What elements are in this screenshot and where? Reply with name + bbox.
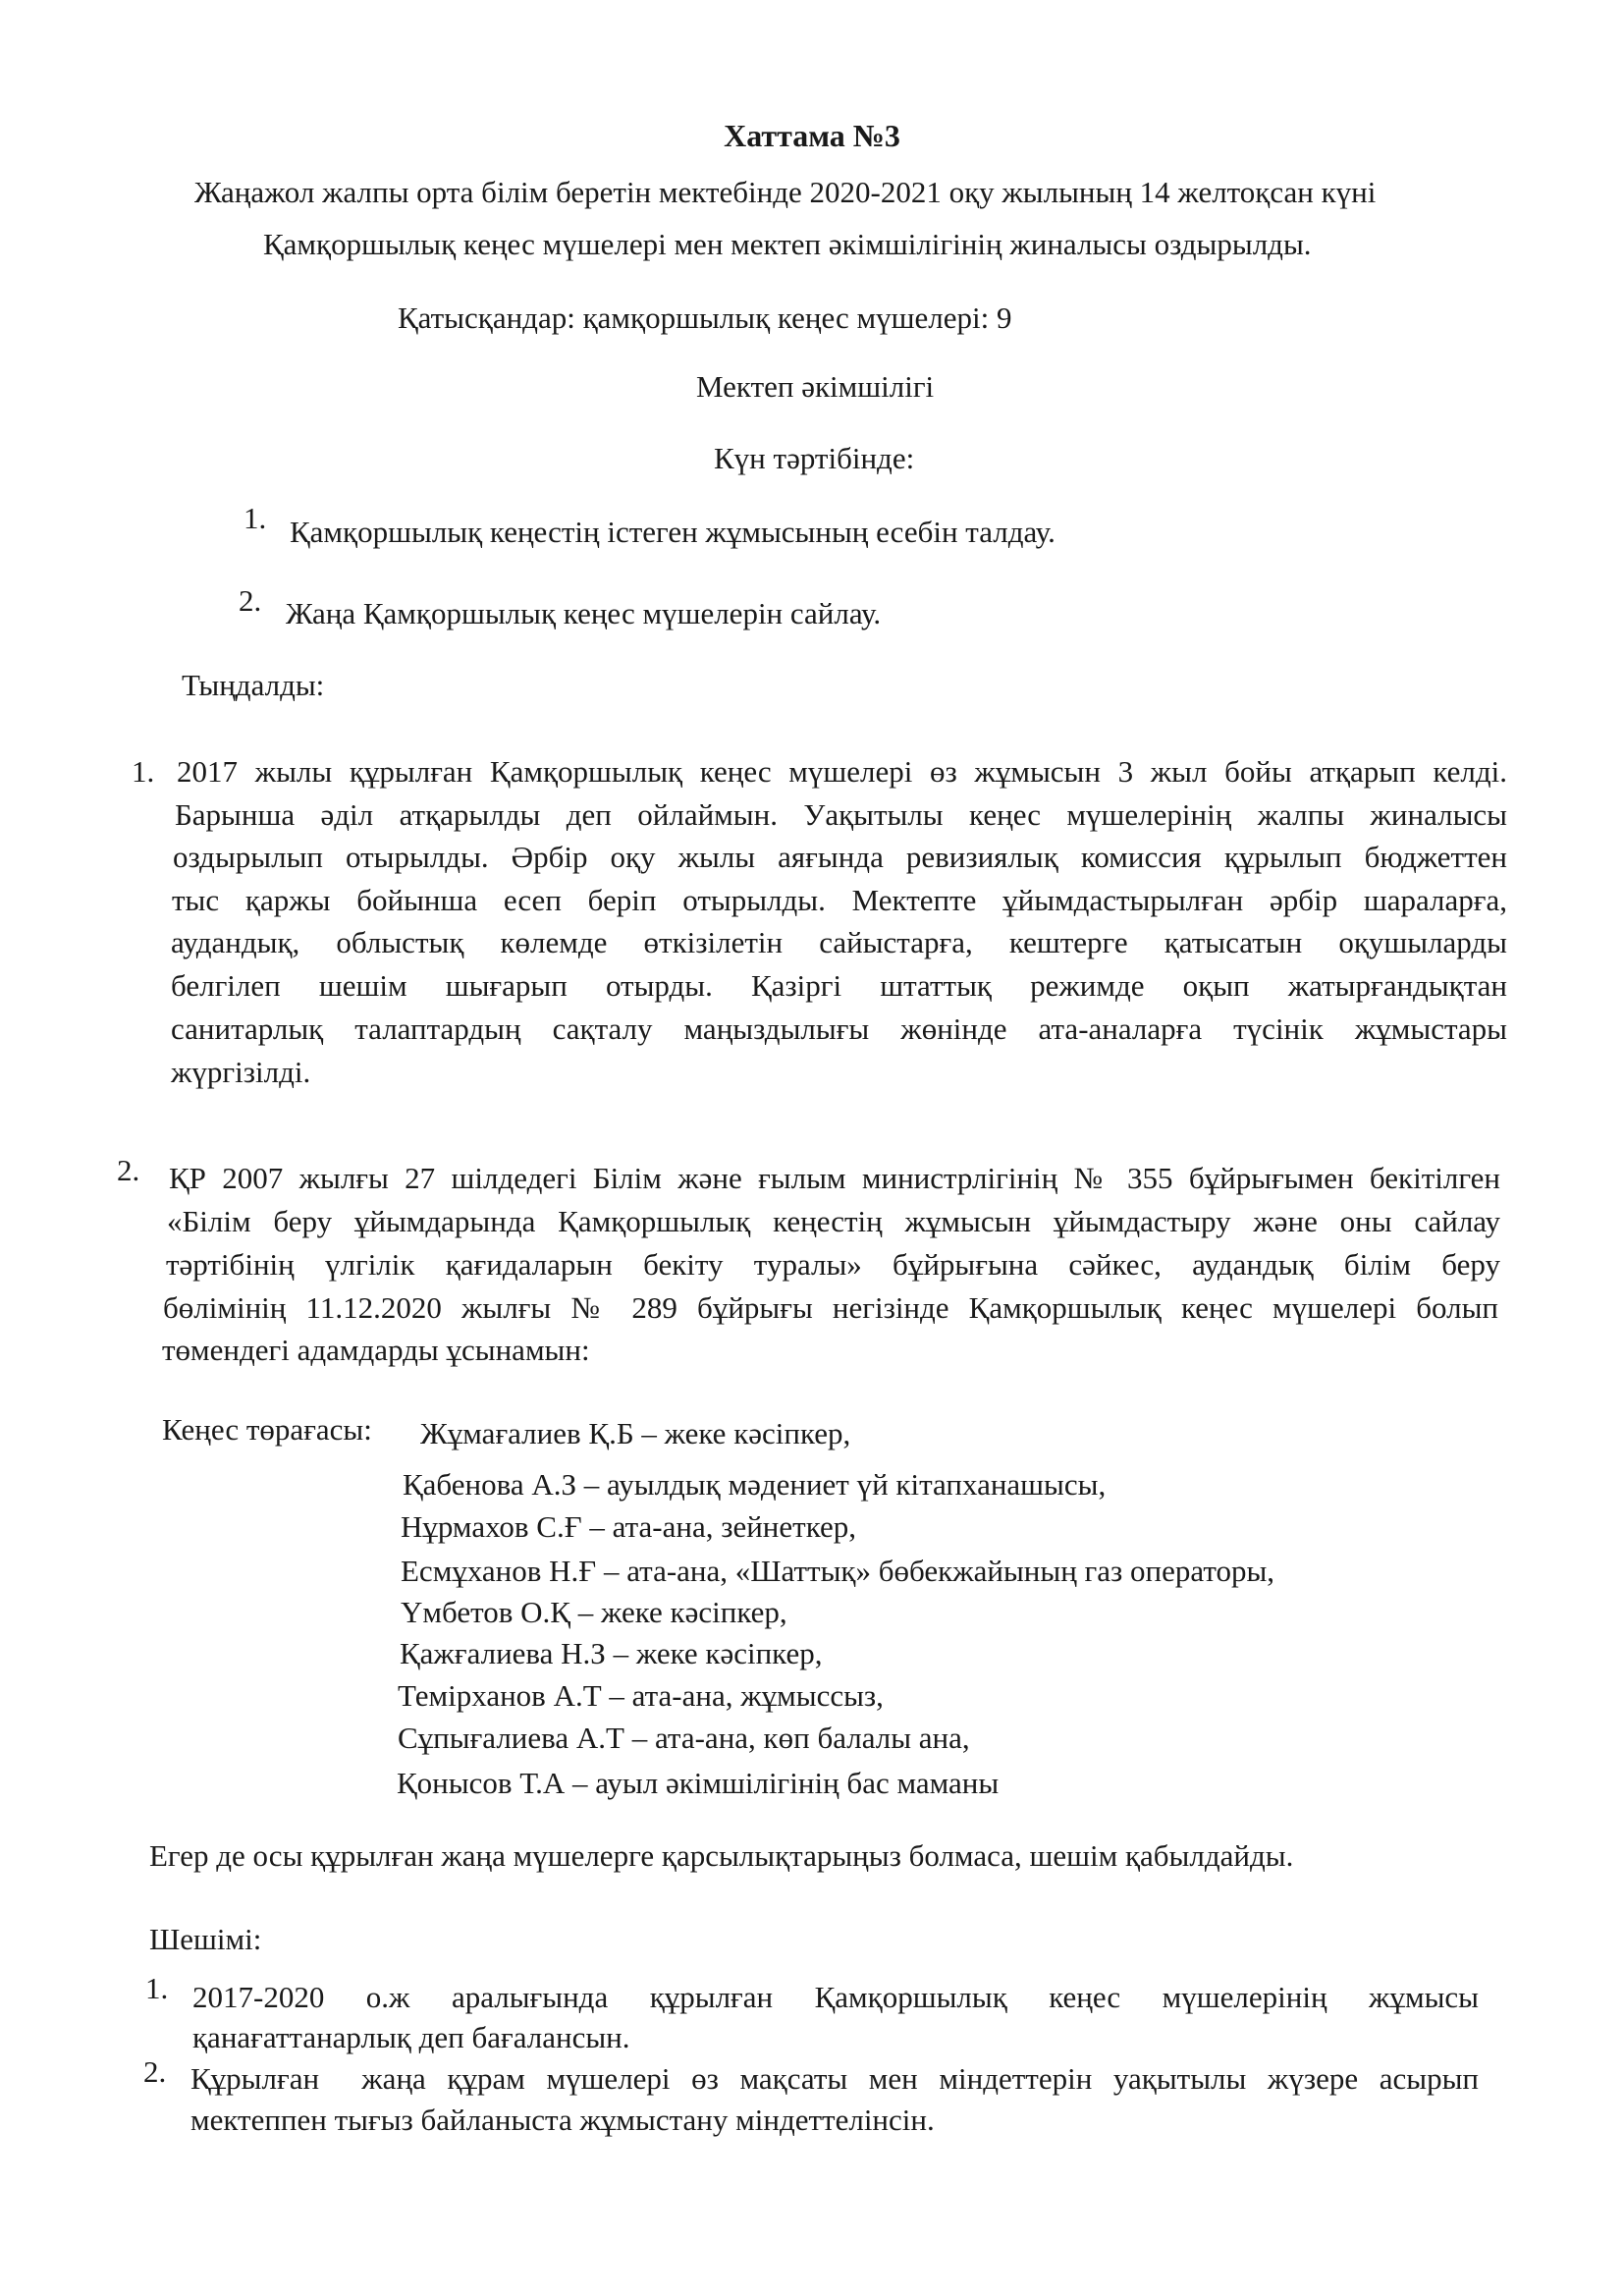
- member-line: Жұмағалиев Қ.Б – жеке кәсіпкер,: [420, 1416, 851, 1450]
- member-line: Қонысов Т.А – ауыл әкімшілігінің бас маманы: [397, 1766, 1000, 1800]
- member-line: Қабенова А.З – ауылдық мәдениет үй кітапханашысы,: [403, 1467, 1107, 1502]
- member-line: Темірханов А.Т – ата-ана, жұмыссыз,: [398, 1678, 884, 1713]
- member-line: Үмбетов О.Қ – жеке кәсіпкер,: [401, 1595, 787, 1629]
- heard-item-line: бөлімінің 11.12.2020 жылғы № 289 бұйрығы негізінде Қамқоршылық кеңес мүшелері болып: [163, 1290, 1498, 1325]
- member-line: Қажғалиева Н.З – жеке кәсіпкер,: [400, 1636, 823, 1670]
- intro-line-1: Жаңажол жалпы орта білім беретін мектебінде 2020-2021 оқу жылының 14 желтоқсан күні: [194, 175, 1377, 209]
- member-line: Сұпығалиева А.Т – ата-ана, көп балалы ана,: [398, 1721, 970, 1755]
- closing-statement: Егер де осы құрылған жаңа мүшелерге қарсылықтарыңыз болмаса, шешім қабылдайды.: [149, 1838, 1294, 1873]
- heard-item-line: аудандық, облыстық көлемде өткізілетін сайыстарға, кештерге қатысатын оқушыларды: [171, 925, 1507, 959]
- decision-item-line: Құрылған жаңа құрам мүшелері өз мақсаты мен міндеттерін уақытылы жүзере асырып: [190, 2061, 1479, 2096]
- member-line: Есмұханов Н.Ғ – ата-ана, «Шаттық» бөбекжайының газ операторы,: [401, 1554, 1275, 1588]
- heard-heading: Тыңдалды:: [182, 668, 325, 702]
- heard-item-line: төмендегі адамдарды ұсынамын:: [162, 1333, 590, 1367]
- decision-item-line: қанағаттанарлық деп бағалансын.: [192, 2020, 630, 2054]
- decision-heading: Шешімі:: [149, 1922, 262, 1956]
- agenda-item-number: 1.: [244, 501, 267, 535]
- attendees-line: Қатысқандар: қамқоршылық кеңес мүшелері: 9: [398, 301, 1012, 335]
- decision-item-line: мектеппен тығыз байланыста жұмыстану міндеттелінсін.: [190, 2103, 935, 2137]
- decision-item-line: 2017-2020 о.ж аралығында құрылған Қамқоршылық кеңес мүшелерінің жұмысы: [192, 1980, 1479, 2014]
- agenda-item-text: Қамқоршылық кеңестің істеген жұмысының есебін талдау.: [290, 515, 1056, 549]
- agenda-item-number: 2.: [239, 583, 262, 618]
- heard-item-line: ҚР 2007 жылғы 27 шілдедегі Білім және ғылым министрлігінің № 355 бұйрығымен бекітілген: [169, 1161, 1500, 1195]
- decision-item-number: 1.: [145, 1971, 169, 2005]
- heard-item-number: 2.: [117, 1153, 140, 1187]
- intro-line-2: Қамқоршылық кеңес мүшелері мен мектеп әкімшілігінің жиналысы оздырылды.: [263, 227, 1312, 261]
- heard-item-line: оздырылып отырылды. Әрбір оқу жылы аяғында ревизиялық комиссия құрылып бюджеттен: [173, 840, 1507, 874]
- heard-item-line: Барынша әділ атқарылды деп ойлаймын. Уақытылы кеңес мүшелерінің жалпы жиналысы: [175, 797, 1507, 832]
- heard-item-line: 2017 жылы құрылған Қамқоршылық кеңес мүшелері өз жұмысын 3 жыл бойы атқарып келді.: [177, 754, 1507, 789]
- agenda-item-text: Жаңа Қамқоршылық кеңес мүшелерін сайлау.: [286, 596, 882, 630]
- heard-item-line: санитарлық талаптардың сақталу маңыздылығы жөнінде ата-аналарға түсінік жұмыстары: [171, 1011, 1507, 1046]
- heard-item-line: тыс қаржы бойынша есеп беріп отырылды. Мектепте ұйымдастырылған әрбір шараларға,: [172, 883, 1507, 917]
- document-title: Хаттама №3: [724, 118, 900, 153]
- decision-item-number: 2.: [143, 2054, 167, 2089]
- administration-line: Мектеп әкімшілігі: [696, 369, 935, 404]
- member-line: Нұрмахов С.Ғ – ата-ана, зейнеткер,: [401, 1509, 857, 1544]
- heard-item-line: «Білім беру ұйымдарында Қамқоршылық кеңестің жұмысын ұйымдастыру және оны сайлау: [167, 1204, 1500, 1238]
- heard-item-line: белгілеп шешім шығарып отырды. Қазіргі штаттық режимде оқып жатырғандықтан: [171, 968, 1507, 1003]
- heard-item-line: жүргізілді.: [171, 1055, 311, 1089]
- heard-item-line: тәртібінің үлгілік қағидаларын бекіту туралы» бұйрығына сәйкес, аудандық білім беру: [166, 1247, 1500, 1282]
- council-chair-label: Кеңес төрағасы:: [162, 1412, 372, 1447]
- agenda-heading: Күн тәртібінде:: [714, 441, 915, 475]
- heard-item-number: 1.: [132, 754, 155, 789]
